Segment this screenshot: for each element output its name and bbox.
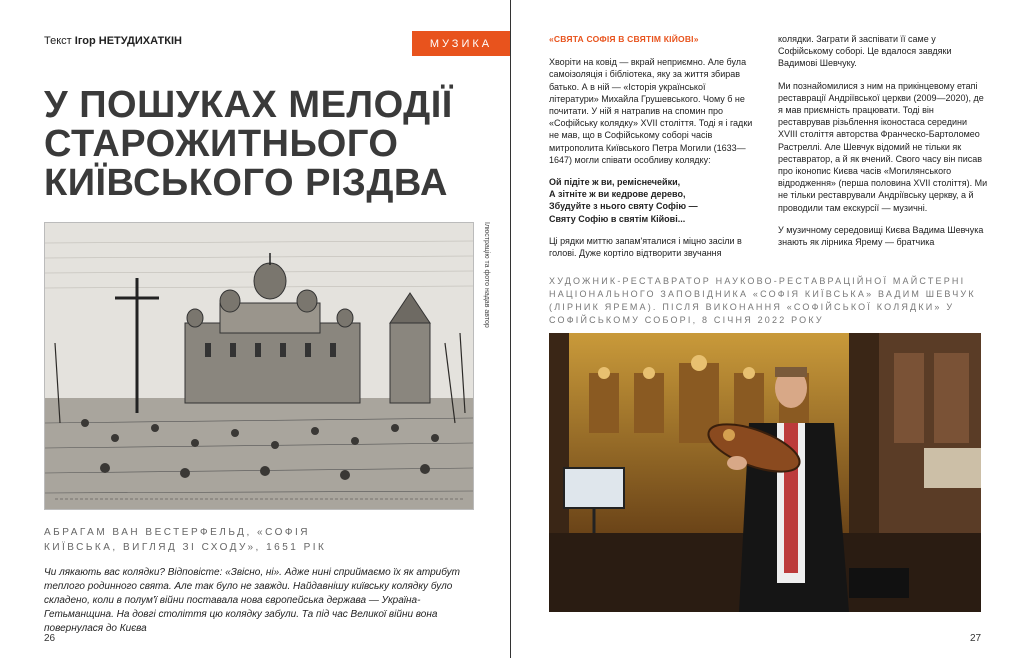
paragraph: Ми познайомилися з ним на прикінцевому етапі реставрації Андріївської церкви (2009—2020), де я мав приємність працювати. Тоді він реставрував різьблення іконостаса середини XVIII століття авторства Франческо-Бартоломео Растреллі. Але Шевчук відомий не тільки як реставратор, а й як вчений. Свого часу він писав про іконопис Києва часів «Могилянського відродження» (перша половина XVII століття). Ми не тільки реставрували Андріївську церкву, а й проводили там екскурсії — музичні. (778, 80, 988, 213)
paragraph: Ці рядки миттю запам'яталися і міцно засіли в голові. Дуже кортіло відтворити звучання (549, 235, 742, 259)
verse-line: Збудуйте з нього святу Софію — (549, 201, 698, 212)
title-line-3: КИЇВСЬКОГО РІЗДВА (44, 162, 448, 204)
photo-credit (479, 222, 491, 508)
photo-caption: ХУДОЖНИК-РЕСТАВРАТОР НАУКОВО-РЕСТАВРАЦІЙНОЇ МАЙСТЕРНІ НАЦІОНАЛЬНОГО ЗАПОВІДНИКА «СОФІЯ КИЇВСЬКА» ВАДИМ ШЕВЧУК (ЛІРНИК ЯРЕМА). ПІСЛЯ ВИКОНАННЯ «СОФІЙСЬКОЇ КОЛЯДКИ» У СОФІЙСЬКОМУ СОБОРІ, 8 СІЧНЯ 2022 РОКУ (549, 276, 976, 325)
photo-credit-text: Ілюстрацію та фото надав автор (483, 222, 490, 328)
verse-line: Ой підіте ж ви, реміснечейки, (549, 177, 681, 188)
verse-line: А зітніте ж ви кедрове дерево, (549, 189, 686, 200)
article-intro: Чи лякають вас колядки? Відповісте: «Звісно, ні». Адже нині сприймаємо їх як атрибут теплого родинного свята. Але так було не завжди. Найдавнішу київську колядку було складено, коли в полум'ї війни поставала нова європейська держава — Україна-Гетьманщина. На довгі століття цю колядку забули. Та під час Великої війни вона повернулася до Києва (44, 567, 460, 634)
text-column-2 (778, 33, 988, 258)
right-page (511, 0, 1024, 658)
section-tab: МУЗИКА (412, 31, 510, 56)
page-number-left: 26 (44, 633, 56, 644)
author-prefix: Текст (44, 35, 72, 47)
article-title (44, 86, 484, 203)
verse-line: Святу Софію в святім Кійові... (549, 213, 686, 224)
left-page (0, 0, 510, 658)
page-number-right: 27 (970, 633, 982, 644)
cathedral-etching-image (44, 222, 474, 510)
author-byline (44, 35, 182, 47)
author-name: Ігор НЕТУДИХАТКІН (74, 35, 182, 47)
subheading: «СВЯТА СОФІЯ В СВЯТІМ КІЙОВІ» (549, 34, 699, 44)
paragraph: колядки. Заграти й заспівати її саме у Софійському соборі. Це вдалося завдяки Вадимові Шевчуку. (778, 34, 952, 69)
text-column-1 (549, 33, 755, 269)
carol-verse (549, 176, 755, 225)
title-line-1: У ПОШУКАХ МЕЛОДІЇ (44, 84, 453, 126)
hurdy-gurdy-player-photo (549, 333, 981, 612)
etching-caption: АБРАГАМ ВАН ВЕСТЕРФЕЛЬД, «СОФІЯ КИЇВСЬКА, ВИГЛЯД ЗІ СХОДУ», 1651 РІК (44, 527, 327, 553)
paragraph: Хворіти на ковід — вкрай неприємно. Але була самоізоляція і бібліотека, яку за життя збирав батько. А в ній — «Історія української літератури» Михайла Грушевського. Чому б не почитати. У ній я натрапив на спомин про «Софійську колядку» XVII століття. Тоді я і гадки не мав, що в Софійському соборі часів митрополита Київського Петра Могили (1633—1647) могли співати особливу колядку: (549, 57, 753, 165)
paragraph: У музичному середовищі Києва Вадима Шевчука знають як лірника Ярему — братчика (778, 224, 984, 248)
title-line-2: СТАРОЖИТНЬОГО (44, 123, 399, 165)
